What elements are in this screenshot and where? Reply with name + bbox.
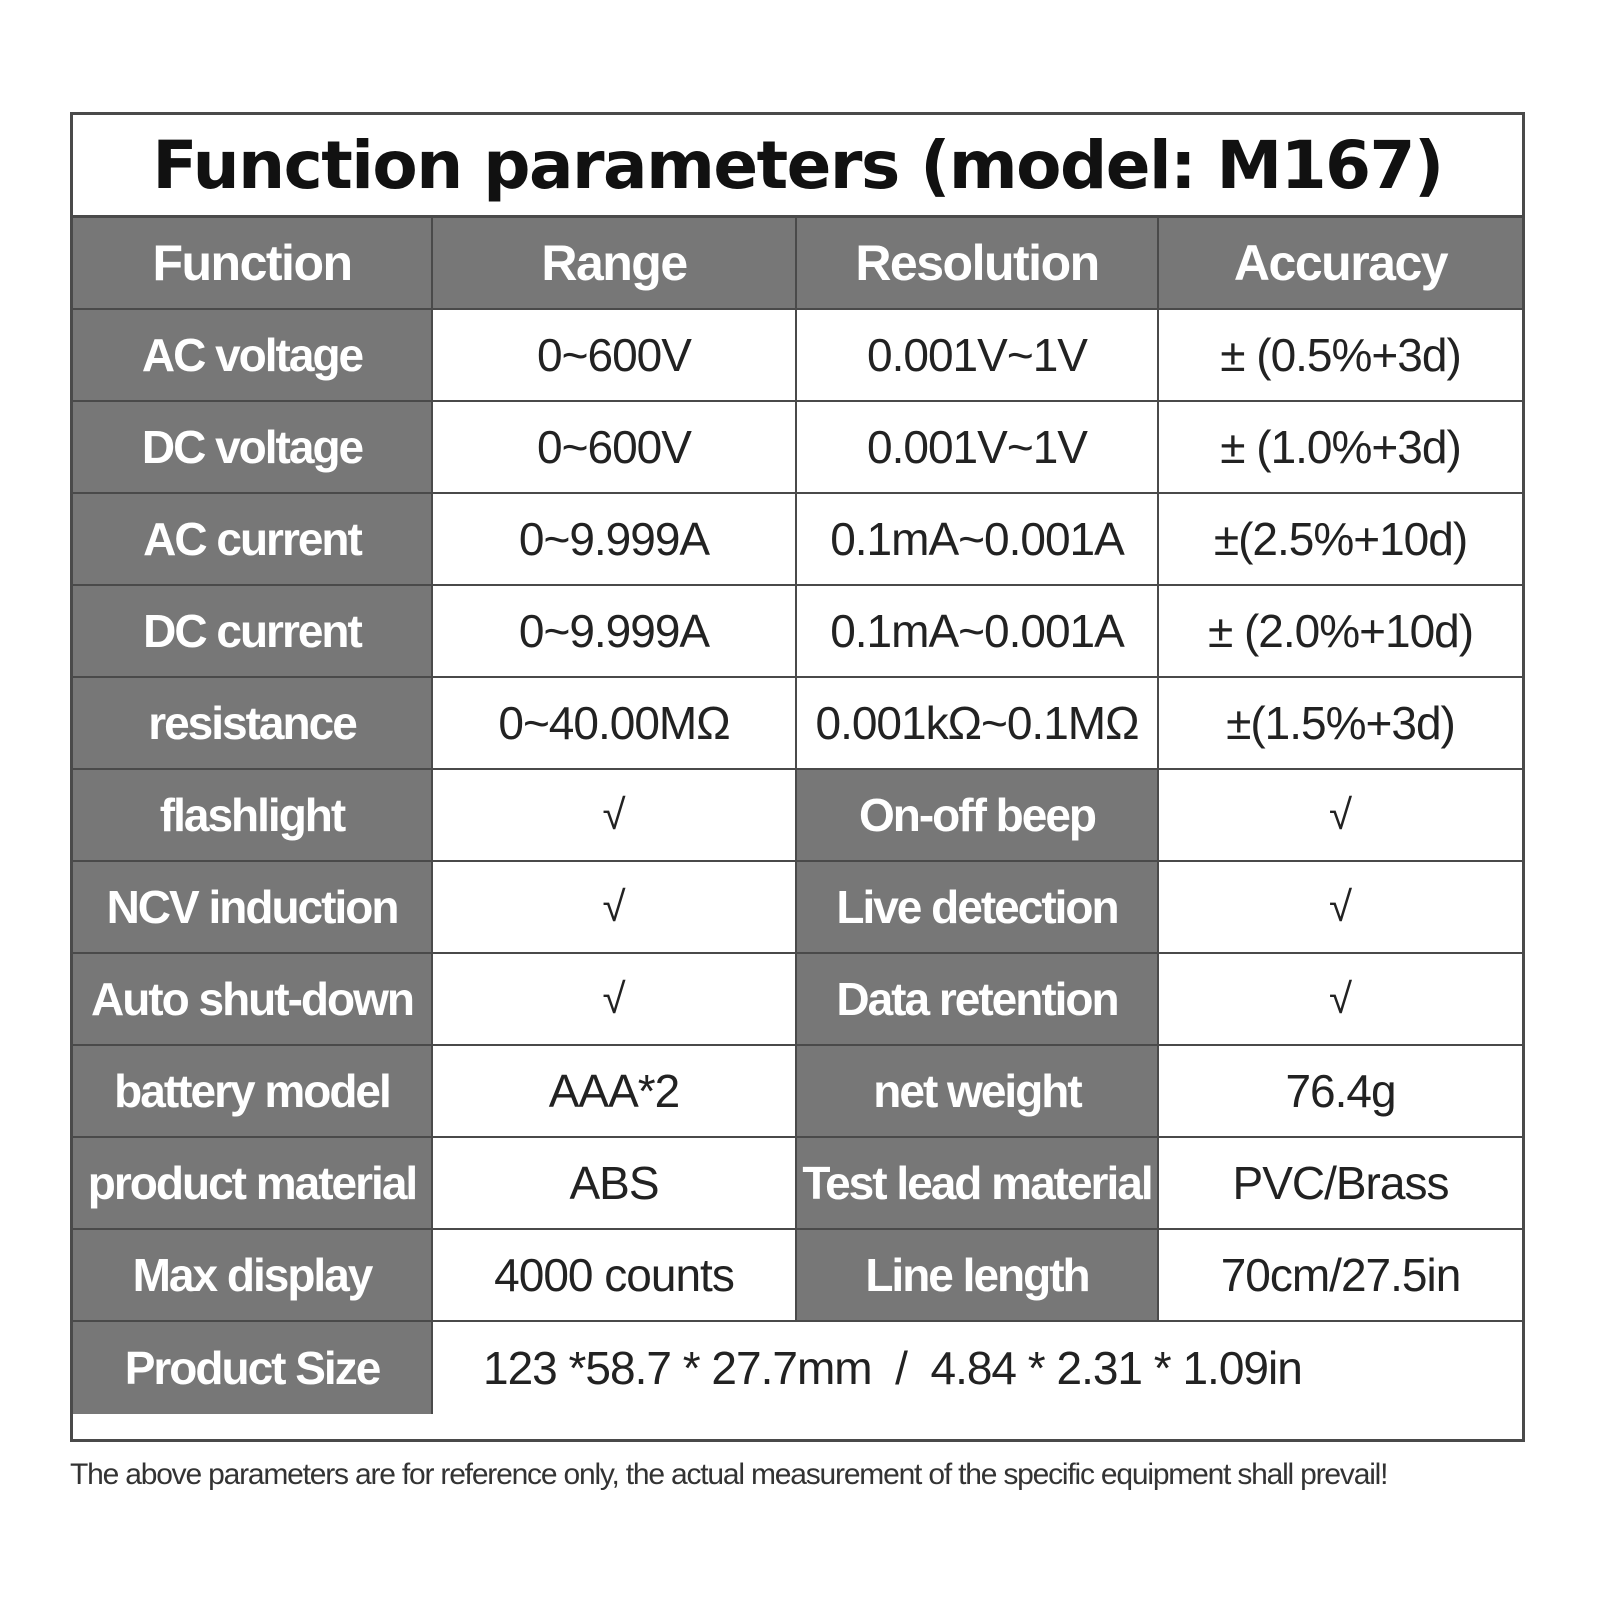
row-line-length-value: 70cm/27.5in [1159,1230,1522,1322]
header-resolution: Resolution [797,218,1159,310]
row-dc-current-accuracy: ± (2.0%+10d) [1159,586,1522,678]
spec-grid [73,218,1522,1439]
row-dc-voltage-accuracy: ± (1.0%+3d) [1159,402,1522,494]
row-product-material-label: product material [73,1138,433,1230]
row-ac-current-label: AC current [73,494,433,586]
row-live-detection-label: Live detection [797,862,1159,954]
row-dc-voltage-range: 0~600V [433,402,797,494]
row-resistance-label: resistance [73,678,433,770]
row-ac-current-range: 0~9.999A [433,494,797,586]
row-live-detection-check: √ [1159,862,1522,954]
header-range: Range [433,218,797,310]
row-ncv-induction-label: NCV induction [73,862,433,954]
row-net-weight-value: 76.4g [1159,1046,1522,1138]
row-onoff-beep-label: On-off beep [797,770,1159,862]
header-function: Function [73,218,433,310]
row-data-retention-label: Data retention [797,954,1159,1046]
row-product-material-value: ABS [433,1138,797,1230]
row-data-retention-check: √ [1159,954,1522,1046]
row-net-weight-label: net weight [797,1046,1159,1138]
row-flashlight-check: √ [433,770,797,862]
page-title: Function parameters (model: M167) [152,126,1443,204]
row-dc-current-label: DC current [73,586,433,678]
header-accuracy: Accuracy [1159,218,1522,310]
row-resistance-resolution: 0.001kΩ~0.1MΩ [797,678,1159,770]
row-flashlight-label: flashlight [73,770,433,862]
row-test-lead-material-value: PVC/Brass [1159,1138,1522,1230]
row-product-size-value: 123 *58.7 * 27.7mm / 4.84 * 2.31 * 1.09in [433,1322,1522,1414]
row-battery-model-value: AAA*2 [433,1046,797,1138]
row-auto-shutdown-check: √ [433,954,797,1046]
row-max-display-label: Max display [73,1230,433,1322]
row-product-size-label: Product Size [73,1322,433,1414]
row-dc-current-range: 0~9.999A [433,586,797,678]
row-dc-voltage-resolution: 0.001V~1V [797,402,1159,494]
row-ac-voltage-resolution: 0.001V~1V [797,310,1159,402]
row-resistance-accuracy: ±(1.5%+3d) [1159,678,1522,770]
row-ac-current-accuracy: ±(2.5%+10d) [1159,494,1522,586]
row-ncv-induction-check: √ [433,862,797,954]
title-bar [73,115,1522,218]
row-ac-voltage-label: AC voltage [73,310,433,402]
row-battery-model-label: battery model [73,1046,433,1138]
row-resistance-range: 0~40.00MΩ [433,678,797,770]
row-ac-voltage-accuracy: ± (0.5%+3d) [1159,310,1522,402]
row-test-lead-material-label: Test lead material [797,1138,1159,1230]
row-ac-current-resolution: 0.1mA~0.001A [797,494,1159,586]
footnote: The above parameters are for reference only, the actual measurement of the specific equipment shall prevail! [70,1458,1388,1491]
row-auto-shutdown-label: Auto shut-down [73,954,433,1046]
spec-table [70,112,1525,1442]
row-dc-current-resolution: 0.1mA~0.001A [797,586,1159,678]
row-ac-voltage-range: 0~600V [433,310,797,402]
row-onoff-beep-check: √ [1159,770,1522,862]
row-max-display-value: 4000 counts [433,1230,797,1322]
row-line-length-label: Line length [797,1230,1159,1322]
row-dc-voltage-label: DC voltage [73,402,433,494]
